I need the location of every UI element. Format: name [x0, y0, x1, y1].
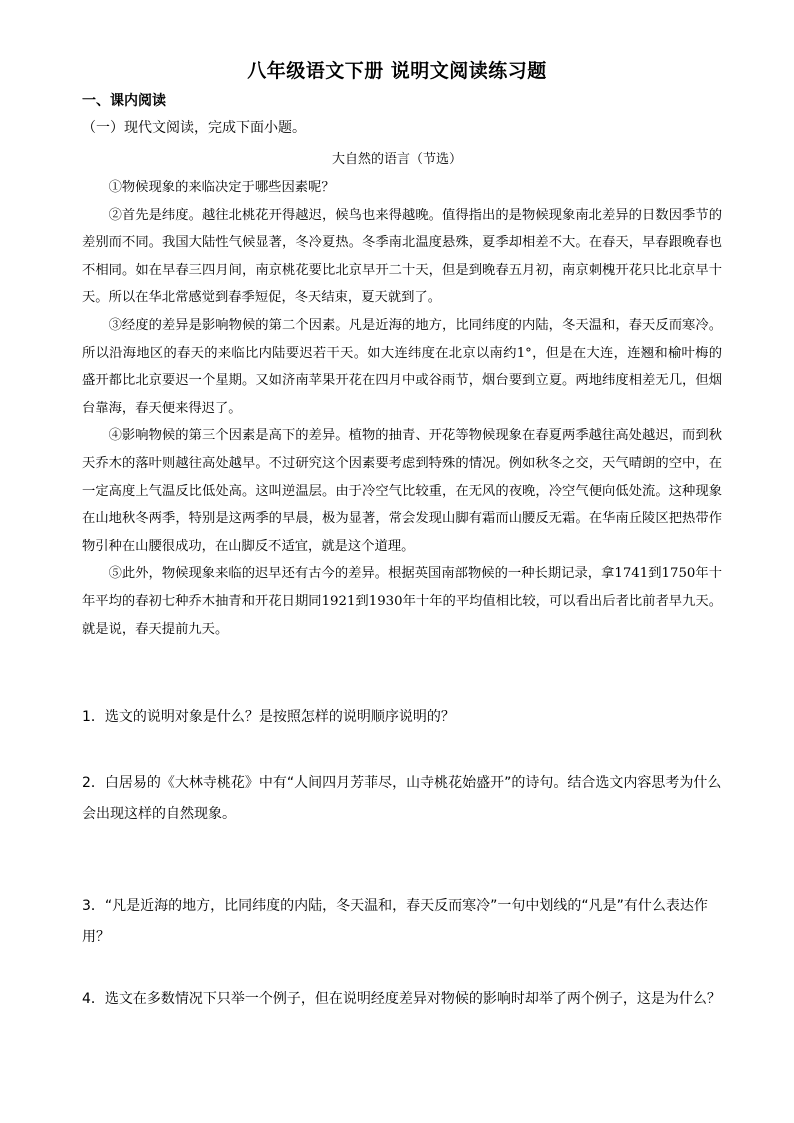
question-2: 2．白居易的《大林寺桃花》中有“人间四月芳菲尽，山寺桃花始盛开”的诗句。结合选文内容思考为什么会出现这样的自然现象。: [82, 775, 722, 822]
passage-paragraph-5: ⑤此外，物候现象来临的迟早还有古今的差异。根据英国南部物候的一种长期记录，拿1741到1750年十年平均的春初七种乔木抽青和开花日期同1921到1930年十年的平均值相比较，可以看出后者比前者早九天。就是说，春天提前九天。: [82, 566, 722, 637]
question-1: 1．选文的说明对象是什么？是按照怎样的说明顺序说明的？: [82, 709, 455, 725]
section-heading: 一、课内阅读: [82, 93, 166, 109]
passage-paragraph-1: ①物候现象的来临决定于哪些因素呢？: [108, 180, 335, 195]
essay-title: 大自然的语言（节选）: [331, 152, 462, 167]
question-4: 4．选文在多数情况下只举一个例子，但在说明经度差异对物候的影响时却举了两个例子，这是为什么？: [82, 991, 721, 1007]
page-title: 八年级语文下册 说明文阅读练习题: [247, 60, 547, 82]
question-3: 3．“凡是近海的地方，比同纬度的内陆，冬天温和，春天反而寒冷”一句中划线的“凡是”有什么表达作用？: [82, 898, 708, 945]
passage-paragraph-4: ④影响物候的第三个因素是高下的差异。植物的抽青、开花等物候现象在春夏两季越往高处越迟，而到秋天乔木的落叶则越往高处越早。不过研究这个因素要考虑到特殊的情况。例如秋冬之交，天气晴朗的空中，在一定高度上气温反比低处高。这叫逆温层。由于冷空气比较重，在无风的夜晚，冷空气便向低处流。这种现象在山地秋冬两季，特别是这两季的早晨，极为显著，常会发现山脚有霜而山腰反无霜。在华南丘陵区把热带作物引种在山腰很成功，在山脚反不适宜，就是这个道理。: [82, 428, 722, 554]
subsection-heading: （一）现代文阅读，完成下面小题。: [82, 120, 306, 136]
passage-paragraph-3: ③经度的差异是影响物候的第二个因素。凡是近海的地方，比同纬度的内陆，冬天温和，春天反而寒冷。所以沿海地区的春天的来临比内陆要迟若干天。如大连纬度在北京以南约1°，但是在大连，连翘和榆叶梅的盛开都比北京要迟一个星期。又如济南苹果开花在四月中或谷雨节，烟台要到立夏。两地纬度相差无几，但烟台靠海，春天便来得迟了。: [82, 317, 722, 416]
reading-passage: [82, 174, 722, 643]
passage-paragraph-2: ②首先是纬度。越往北桃花开得越迟，候鸟也来得越晚。值得指出的是物候现象南北差异的日数因季节的差别而不同。我国大陆性气候显著，冬冷夏热。冬季南北温度悬殊，夏季却相差不大。在春天，早春跟晚春也不相同。如在早春三四月间，南京桃花要比北京早开二十天，但是到晚春五月初，南京刺槐开花只比北京早十天。所以在华北常感觉到春季短促，冬天结束，夏天就到了。: [82, 207, 722, 306]
